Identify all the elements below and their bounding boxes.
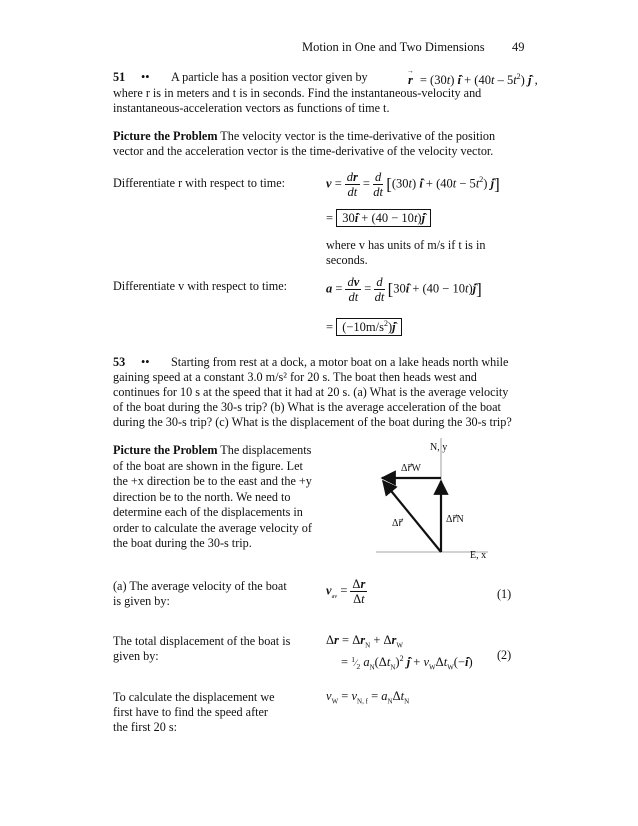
problem-53-number: 53: [113, 355, 126, 369]
step-differentiate-r-label: Differentiate r with respect to time:: [113, 176, 286, 190]
total-displacement-line-2: given by:: [113, 649, 159, 663]
average-velocity-equation: $v_{av}$ = $\frac{\Delta r}{\Delta t}$: [326, 577, 366, 606]
speed-line-3: the first 20 s:: [113, 720, 177, 734]
acceleration-derivative-equation: a = $\frac{dv}{dt}$ = $\frac{d}{dt}$ [30î + (40 − 10t)j]: [326, 275, 482, 304]
picture-problem-heading: Picture the Problem: [113, 129, 218, 143]
running-title: Motion in One and Two Dimensions: [302, 40, 485, 54]
velocity-units-note-1: where v has units of m/s if t is in: [326, 238, 486, 252]
problem-53-statement-line-5: during the 30-s trip? (c) What is the displacement of the boat during the 30-s trip?: [113, 415, 512, 429]
problem-51-difficulty: ••: [141, 70, 150, 84]
picture-problem-53: Picture the Problem The displacements of the boat are shown in the figure. Let the +x direction be to the east and the +y direction be to the north. We need to determine each of the displacements in order to calculate the average velocity of the boat during the 30-s trip.: [113, 443, 312, 550]
part-a-line-2: is given by:: [113, 594, 170, 608]
problem-51-statement-lead: A particle has a position vector given by: [171, 70, 368, 84]
figure-label-w: Δr⃗W: [401, 463, 421, 474]
equation-1-number: (1): [497, 587, 512, 601]
figure-label-n: Δr⃗N: [446, 514, 464, 525]
equation-2-number: (2): [497, 648, 512, 662]
step-differentiate-v-label: Differentiate v with respect to time:: [113, 279, 288, 293]
picture-problem-heading: Picture the Problem: [113, 443, 218, 457]
displacement-figure: [368, 438, 488, 563]
total-displacement-line-1: The total displacement of the boat is: [113, 634, 291, 648]
picture-problem-51-line-2: vector and the acceleration vector is the time-derivative of the velocity vector.: [113, 144, 494, 158]
problem-53-statement-line-4: of the boat during the 30-s trip? (b) What is the average acceleration of the boat: [113, 400, 501, 414]
position-vector-equation: r→= (30t) î + $(40t - 5t^2)$ ĵ ,: [406, 67, 538, 88]
total-displacement-equation-line-1: $\Delta r = \Delta r_N + \Delta r_W$: [326, 633, 404, 650]
problem-53-statement-line-2: gaining speed at a constant 3.0 m/s² for 20 s. The boat then heads west and: [113, 370, 477, 384]
speed-line-1: To calculate the displacement we: [113, 690, 275, 704]
velocity-result-equation: = 30î + (40 − 10t)j: [326, 211, 431, 227]
problem-53-difficulty: ••: [141, 355, 150, 369]
problem-51-statement-line-2: where r is in meters and t is in seconds. Find the instantaneous-velocity and: [113, 86, 482, 100]
velocity-units-note-2: seconds.: [326, 253, 368, 267]
figure-axis-y-label: N, y: [430, 442, 448, 453]
problem-51-number: 51: [113, 70, 126, 84]
problem-53-statement-line-1: Starting from rest at a dock, a motor boat on a lake heads north while: [171, 355, 509, 369]
problem-51-statement-line-3: instantaneous-acceleration vectors as functions of time t.: [113, 101, 390, 115]
problem-53-statement-line-3: continues for 10 s at the speed that it had at 20 s. (a) What is the average velocity: [113, 385, 509, 399]
page-number: 49: [512, 40, 525, 54]
acceleration-result-equation: = $(-10m/s^2)j$: [326, 316, 402, 336]
total-displacement-equation-line-2: = $^1⁄_2$ $a_N(\Delta t_N)^2$ ĵ + $v_W\Delta t_W(-î)$: [341, 654, 473, 672]
part-a-line-1: (a) The average velocity of the boat: [113, 579, 287, 593]
figure-label-r: Δr⃗: [392, 518, 403, 529]
speed-line-2: first have to find the speed after: [113, 705, 268, 719]
picture-problem-51-line-1: Picture the Problem The velocity vector is the time-derivative of the position: [113, 129, 496, 143]
figure-axis-x-label: E, x: [470, 550, 487, 561]
speed-equation: $v_W = v_{N, f} = a_N\Delta t_N$: [326, 689, 410, 706]
velocity-derivative-equation: v = $\frac{dr}{dt}$ = $\frac{d}{dt}$ [(30t) î + $(40t - 5t^2)$ j]: [326, 170, 500, 199]
